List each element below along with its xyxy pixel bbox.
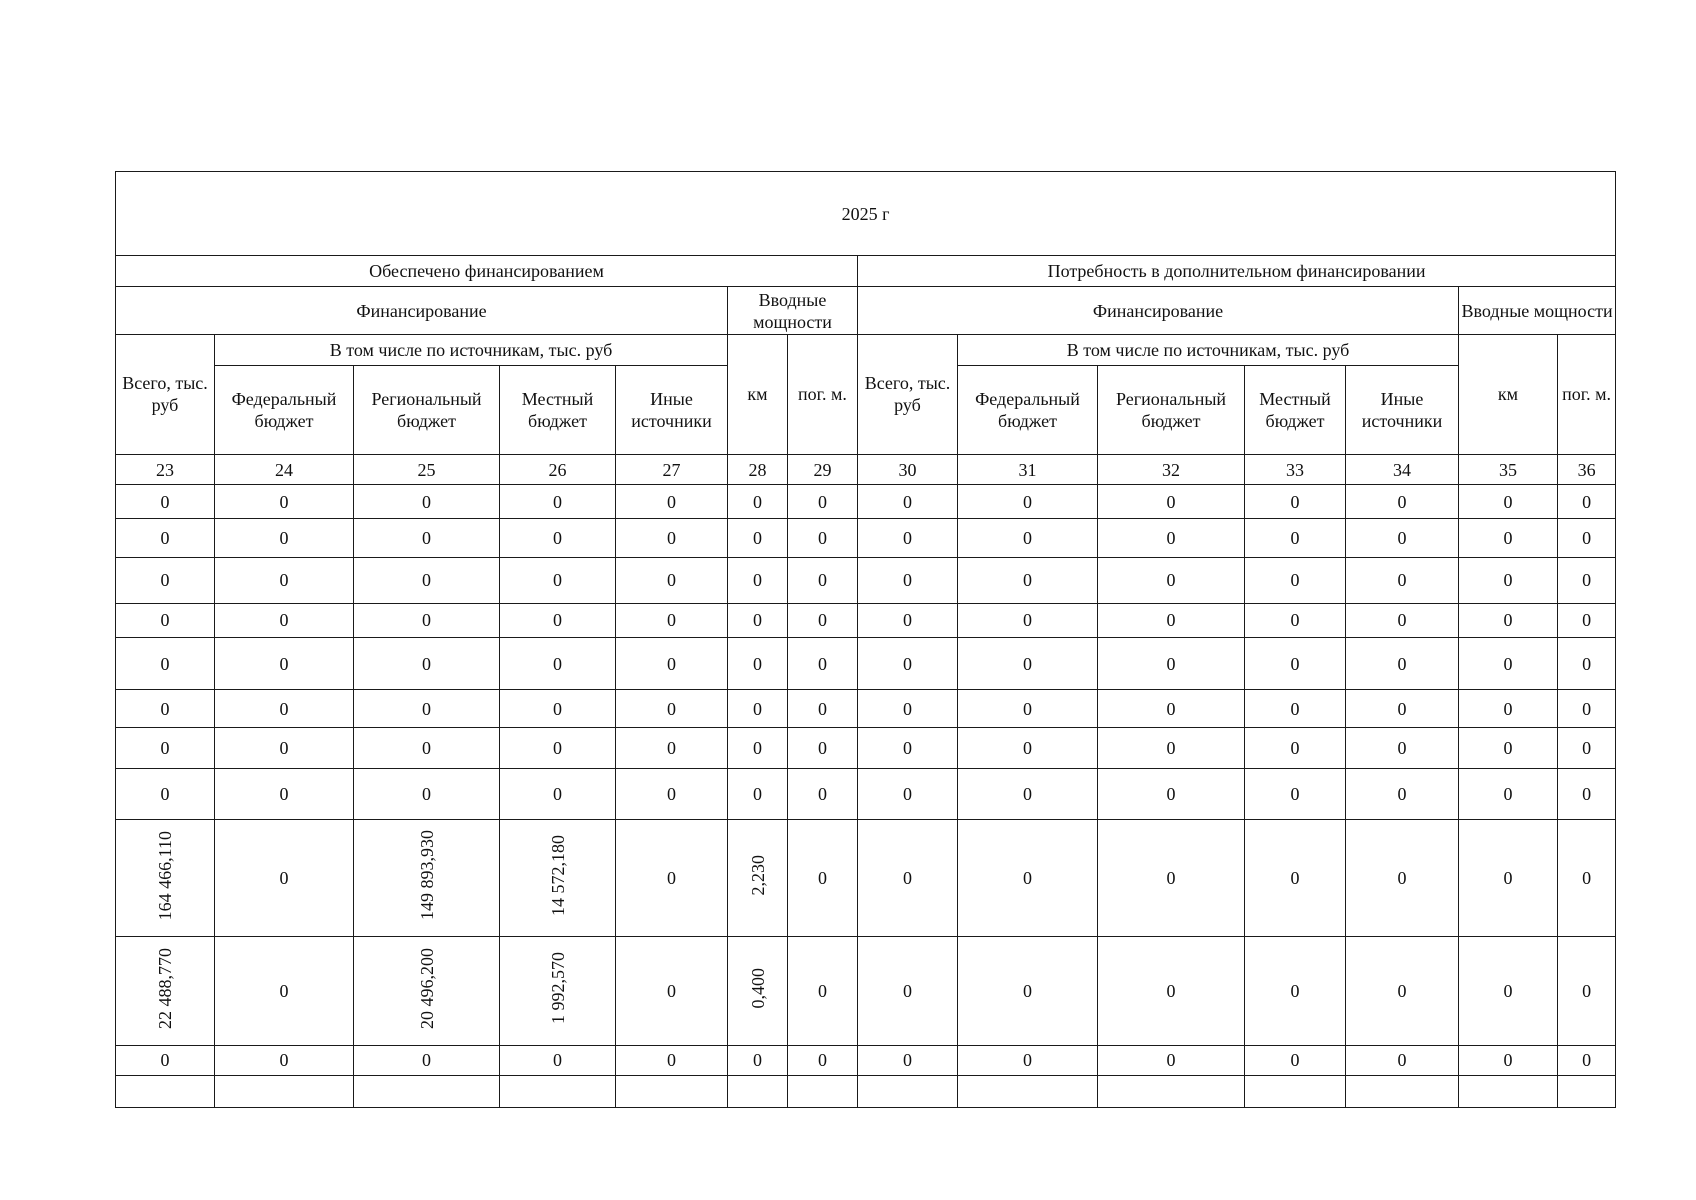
- table-cell: 0: [1245, 937, 1346, 1045]
- table-cell: 0: [728, 557, 788, 603]
- vertical-value: 20 496,200: [416, 947, 437, 1029]
- table-cell: 0: [958, 819, 1098, 937]
- table-cell: 0: [215, 519, 354, 557]
- table-cell: 0: [788, 937, 858, 1045]
- table-row: [116, 769, 1616, 819]
- table-cell: 0: [858, 769, 958, 819]
- table-cell: 0: [500, 485, 616, 519]
- table-cell: 0: [728, 519, 788, 557]
- table-body: [116, 172, 1616, 1108]
- table-cell: 0: [1459, 937, 1558, 1045]
- table-cell: 0: [1558, 728, 1616, 769]
- column-number: 33: [1245, 455, 1346, 485]
- table-cell: 0: [788, 637, 858, 689]
- table-cell: [728, 819, 788, 937]
- column-number: 29: [788, 455, 858, 485]
- table-cell: 0: [500, 557, 616, 603]
- table-cell: 0: [1245, 603, 1346, 637]
- table-cell: 0: [1346, 557, 1459, 603]
- table-cell: 0: [1459, 637, 1558, 689]
- table-cell: 0: [215, 1045, 354, 1075]
- table-cell: 0: [1346, 819, 1459, 937]
- table-row: [116, 728, 1616, 769]
- table-cell: 0: [958, 637, 1098, 689]
- table-cell: 0: [958, 603, 1098, 637]
- table-cell: 0: [354, 603, 500, 637]
- table-cell: 0: [858, 637, 958, 689]
- table-cell: 0: [1098, 769, 1245, 819]
- table-cell: 0: [1245, 1045, 1346, 1075]
- col-local-additional: Местный бюджет: [1245, 365, 1346, 454]
- table-cell: 0: [116, 485, 215, 519]
- table-cell: 0: [858, 519, 958, 557]
- table-cell: [728, 937, 788, 1045]
- table-cell: 0: [1098, 819, 1245, 937]
- col-total-secured: Всего, тыс. руб: [116, 334, 215, 455]
- column-number: 35: [1459, 455, 1558, 485]
- table-cell: 0: [1459, 485, 1558, 519]
- table-cell: 0: [788, 603, 858, 637]
- table-cell: 0: [1346, 728, 1459, 769]
- table-cell: [500, 937, 616, 1045]
- table-cell: 0: [215, 819, 354, 937]
- col-km-additional: км: [1459, 334, 1558, 455]
- col-pogm-additional: пог. м.: [1558, 334, 1616, 455]
- table-cell: 0: [858, 937, 958, 1045]
- col-regional-additional: Региональный бюджет: [1098, 365, 1245, 454]
- table-cell: 0: [1098, 485, 1245, 519]
- table-cell: 0: [616, 485, 728, 519]
- table-cell: 0: [1558, 485, 1616, 519]
- table-cell: 0: [1558, 519, 1616, 557]
- col-federal-additional: Федеральный бюджет: [958, 365, 1098, 454]
- table-row: [116, 1045, 1616, 1075]
- table-cell: 0: [116, 690, 215, 728]
- table-cell: 0: [958, 769, 1098, 819]
- table-cell: 0: [1558, 937, 1616, 1045]
- capacity-header-secured: Вводные мощности: [728, 287, 858, 334]
- table-cell: 0: [958, 485, 1098, 519]
- column-number: 30: [858, 455, 958, 485]
- table-cell: 0: [215, 557, 354, 603]
- table-cell: 0: [1245, 557, 1346, 603]
- table-cell: 0: [1459, 769, 1558, 819]
- table-row: [116, 937, 1616, 1045]
- table-cell: 0: [958, 690, 1098, 728]
- table-cell: 0: [1346, 485, 1459, 519]
- sources-header-secured: В том числе по источникам, тыс. руб: [215, 334, 728, 365]
- table-cell: 0: [1098, 603, 1245, 637]
- column-number: 36: [1558, 455, 1616, 485]
- table-cell: [116, 937, 215, 1045]
- table-cell: 0: [215, 769, 354, 819]
- table-cell: [116, 1075, 215, 1107]
- col-regional-secured: Региональный бюджет: [354, 365, 500, 454]
- table-cell: 0: [616, 603, 728, 637]
- table-cell: [858, 1075, 958, 1107]
- col-total-additional: Всего, тыс. руб: [858, 334, 958, 455]
- table-cell: 0: [215, 690, 354, 728]
- table-row: [116, 603, 1616, 637]
- table-cell: 0: [616, 1045, 728, 1075]
- table-cell: 0: [958, 937, 1098, 1045]
- column-number-row: [116, 455, 1616, 485]
- table-cell: 0: [354, 637, 500, 689]
- table-cell: 0: [215, 637, 354, 689]
- vertical-value: 1 992,570: [547, 952, 568, 1025]
- table-cell: 0: [788, 519, 858, 557]
- table-cell: 0: [116, 728, 215, 769]
- table-cell: 0: [728, 728, 788, 769]
- table-cell: 0: [728, 637, 788, 689]
- column-number: 31: [958, 455, 1098, 485]
- table-cell: 0: [616, 769, 728, 819]
- table-cell: 0: [116, 637, 215, 689]
- table-cell: 0: [116, 769, 215, 819]
- table-cell: 0: [500, 728, 616, 769]
- financing-header-additional: Финансирование: [858, 287, 1459, 334]
- table-cell: 0: [1098, 557, 1245, 603]
- col-pogm-secured: пог. м.: [788, 334, 858, 455]
- table-cell: 0: [1245, 485, 1346, 519]
- table-cell: 0: [215, 485, 354, 519]
- financing-header-secured: Финансирование: [116, 287, 728, 334]
- sources-header-additional: В том числе по источникам, тыс. руб: [958, 334, 1459, 365]
- table-cell: 0: [1245, 769, 1346, 819]
- table-cell: 0: [1558, 690, 1616, 728]
- table-cell: 0: [116, 557, 215, 603]
- vertical-value: 149 893,930: [416, 830, 437, 921]
- table-cell: 0: [116, 1045, 215, 1075]
- table-cell: 0: [215, 728, 354, 769]
- table-cell: 0: [1459, 690, 1558, 728]
- table-cell: 0: [1245, 728, 1346, 769]
- column-number: 34: [1346, 455, 1459, 485]
- table-cell: 0: [500, 603, 616, 637]
- table-cell: [1558, 1075, 1616, 1107]
- table-cell: 0: [858, 819, 958, 937]
- table-cell: 0: [354, 519, 500, 557]
- table-row: [116, 690, 1616, 728]
- table-cell: 0: [1558, 557, 1616, 603]
- table-cell: 0: [858, 485, 958, 519]
- table-cell: 0: [788, 690, 858, 728]
- table-cell: 0: [728, 769, 788, 819]
- table-cell: 0: [116, 519, 215, 557]
- table-cell: 0: [1459, 728, 1558, 769]
- vertical-value: 0,400: [747, 968, 768, 1009]
- table-cell: 0: [958, 728, 1098, 769]
- col-other-secured: Иные источники: [616, 365, 728, 454]
- table-cell: 0: [1346, 1045, 1459, 1075]
- table-cell: [1346, 1075, 1459, 1107]
- capacity-header-additional: Вводные мощности: [1459, 287, 1616, 334]
- table-cell: 0: [616, 819, 728, 937]
- table-cell: 0: [500, 637, 616, 689]
- table-cell: [788, 1075, 858, 1107]
- column-number: 25: [354, 455, 500, 485]
- table-cell: 0: [1459, 519, 1558, 557]
- table-cell: 0: [500, 1045, 616, 1075]
- table-cell: 0: [616, 637, 728, 689]
- table-cell: 0: [728, 603, 788, 637]
- table-cell: 0: [1098, 728, 1245, 769]
- table-cell: 0: [958, 519, 1098, 557]
- table-cell: [728, 1075, 788, 1107]
- table-cell: 0: [1346, 769, 1459, 819]
- table-row: [116, 819, 1616, 937]
- column-number: 26: [500, 455, 616, 485]
- table-cell: 0: [354, 1045, 500, 1075]
- table-cell: 0: [788, 485, 858, 519]
- table-cell: 0: [1098, 637, 1245, 689]
- year-title: 2025 г: [116, 172, 1616, 256]
- table-cell: [1245, 1075, 1346, 1107]
- table-cell: 0: [500, 769, 616, 819]
- table-cell: 0: [728, 485, 788, 519]
- table-cell: 0: [354, 557, 500, 603]
- table-cell: 0: [1098, 937, 1245, 1045]
- table-row: [116, 637, 1616, 689]
- column-number: 27: [616, 455, 728, 485]
- col-km-secured: км: [728, 334, 788, 455]
- table-cell: [215, 1075, 354, 1107]
- table-cell: 0: [354, 728, 500, 769]
- table-cell: 0: [858, 728, 958, 769]
- table-cell: 0: [958, 557, 1098, 603]
- table-cell: 0: [1459, 557, 1558, 603]
- group-secured-header: Обеспечено финансированием: [116, 256, 858, 287]
- table-cell: 0: [616, 728, 728, 769]
- table-cell: [616, 1075, 728, 1107]
- table-cell: 0: [1098, 519, 1245, 557]
- column-number: 23: [116, 455, 215, 485]
- table-cell: 0: [1558, 603, 1616, 637]
- table-cell: [354, 819, 500, 937]
- table-cell: 0: [858, 1045, 958, 1075]
- table-cell: 0: [728, 1045, 788, 1075]
- table-row: [116, 519, 1616, 557]
- budget-table: [115, 171, 1616, 1108]
- col-local-secured: Местный бюджет: [500, 365, 616, 454]
- table-cell: 0: [858, 603, 958, 637]
- table-row: [116, 1075, 1616, 1107]
- vertical-value: 22 488,770: [155, 947, 175, 1029]
- table-cell: 0: [1558, 1045, 1616, 1075]
- col-other-additional: Иные источники: [1346, 365, 1459, 454]
- table-cell: 0: [1245, 519, 1346, 557]
- table-cell: 0: [858, 557, 958, 603]
- table-row: [116, 485, 1616, 519]
- table-cell: 0: [1346, 690, 1459, 728]
- vertical-value: 164 466,110: [155, 830, 175, 921]
- table-cell: [354, 1075, 500, 1107]
- table-cell: 0: [215, 603, 354, 637]
- table-cell: 0: [788, 557, 858, 603]
- table-cell: 0: [354, 485, 500, 519]
- table-cell: 0: [1459, 603, 1558, 637]
- table-cell: 0: [1558, 769, 1616, 819]
- vertical-value: 14 572,180: [547, 834, 568, 916]
- column-number: 24: [215, 455, 354, 485]
- table-cell: 0: [1346, 519, 1459, 557]
- table-cell: 0: [788, 819, 858, 937]
- table-cell: 0: [1098, 690, 1245, 728]
- table-cell: 0: [354, 769, 500, 819]
- table-cell: [1098, 1075, 1245, 1107]
- table-cell: 0: [1245, 637, 1346, 689]
- table-cell: [500, 819, 616, 937]
- table-cell: 0: [616, 690, 728, 728]
- table-cell: [500, 1075, 616, 1107]
- table-cell: 0: [1459, 819, 1558, 937]
- table-cell: 0: [215, 937, 354, 1045]
- table-cell: 0: [1245, 819, 1346, 937]
- table-cell: [354, 937, 500, 1045]
- table-row: [116, 557, 1616, 603]
- table-cell: 0: [1245, 690, 1346, 728]
- table-cell: 0: [728, 690, 788, 728]
- table-cell: 0: [858, 690, 958, 728]
- table-cell: 0: [616, 937, 728, 1045]
- table-cell: 0: [354, 690, 500, 728]
- group-additional-header: Потребность в дополнительном финансировании: [858, 256, 1616, 287]
- table-cell: 0: [1558, 819, 1616, 937]
- table-cell: 0: [1459, 1045, 1558, 1075]
- table-cell: 0: [500, 519, 616, 557]
- table-cell: 0: [500, 690, 616, 728]
- table-cell: 0: [1346, 603, 1459, 637]
- column-number: 32: [1098, 455, 1245, 485]
- table-cell: 0: [1346, 637, 1459, 689]
- table-cell: [958, 1075, 1098, 1107]
- table-cell: 0: [788, 728, 858, 769]
- table-cell: 0: [616, 519, 728, 557]
- col-federal-secured: Федеральный бюджет: [215, 365, 354, 454]
- table-cell: 0: [958, 1045, 1098, 1075]
- table-cell: 0: [616, 557, 728, 603]
- table-cell: [116, 819, 215, 937]
- table-cell: [1459, 1075, 1558, 1107]
- table-cell: 0: [1098, 1045, 1245, 1075]
- column-number: 28: [728, 455, 788, 485]
- table-cell: 0: [1558, 637, 1616, 689]
- table-cell: 0: [116, 603, 215, 637]
- table-cell: 0: [788, 1045, 858, 1075]
- vertical-value: 2,230: [747, 855, 768, 896]
- table-cell: 0: [1346, 937, 1459, 1045]
- table-cell: 0: [788, 769, 858, 819]
